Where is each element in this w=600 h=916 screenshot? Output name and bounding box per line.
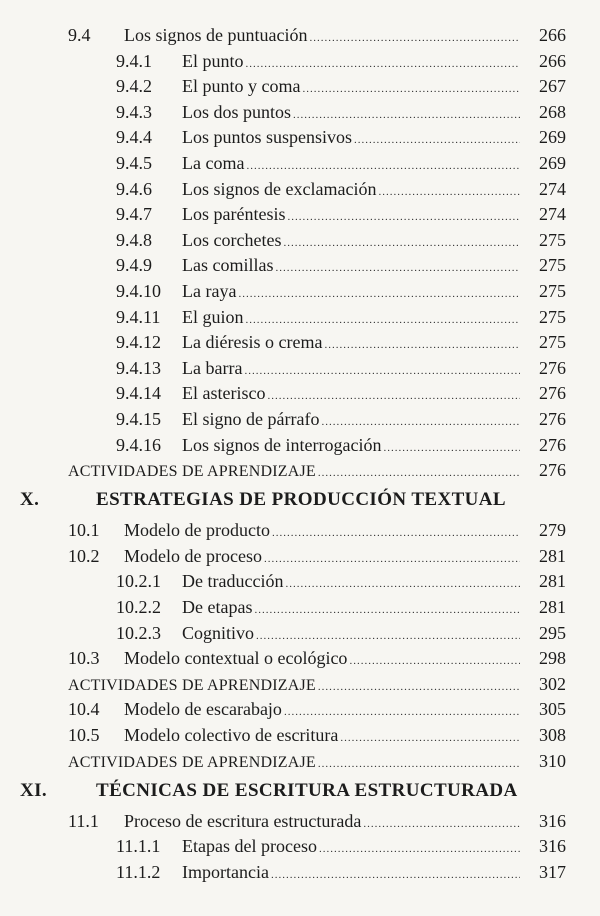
toc-entry[interactable] — [68, 545, 566, 570]
page-number: 276 — [539, 409, 566, 429]
dot-leader — [318, 462, 520, 484]
entry-title: Cognitivo — [182, 622, 255, 643]
chapter-heading — [20, 489, 566, 511]
page-number: 268 — [539, 101, 566, 122]
entry-number: 9.4.11 — [116, 306, 161, 327]
page-number: 316 — [539, 810, 566, 831]
dot-leader — [319, 838, 520, 860]
entry-title: ACTIVIDADES DE APRENDIZAJE — [68, 753, 316, 771]
entry-title: De traducción — [182, 571, 284, 592]
toc-entry[interactable] — [116, 622, 566, 647]
dot-leader — [293, 104, 520, 126]
activities-entry[interactable] — [68, 459, 566, 484]
toc-entry[interactable] — [68, 24, 566, 49]
page-number: 274 — [539, 178, 566, 199]
dot-leader — [271, 864, 520, 886]
entry-number: 9.4.8 — [116, 229, 152, 250]
toc-entry[interactable] — [116, 101, 566, 126]
toc-entry[interactable] — [116, 357, 566, 382]
entry-title: El guion — [182, 306, 244, 327]
entry-title: Importancia — [182, 861, 269, 882]
page-number: 281 — [539, 597, 566, 617]
entry-title: Los signos de exclamación — [182, 178, 377, 199]
entry-title: La barra — [182, 357, 243, 378]
page-number: 266 — [539, 25, 566, 45]
page-number: 269 — [539, 127, 566, 148]
page-number: 295 — [539, 622, 566, 643]
page-number: 308 — [539, 725, 566, 745]
entry-number: 10.5 — [68, 725, 100, 745]
entry-title: ACTIVIDADES DE APRENDIZAJE — [68, 463, 316, 481]
dot-leader — [246, 309, 521, 331]
toc-entry[interactable] — [68, 647, 566, 672]
entry-title: Proceso de escritura estructurada — [124, 810, 362, 831]
entry-title: Los signos de interrogación — [182, 434, 382, 455]
dot-leader — [302, 78, 520, 100]
entry-number: 11.1.2 — [116, 861, 161, 882]
page-number: 310 — [539, 750, 566, 771]
page-number: 267 — [539, 76, 566, 97]
page-number: 274 — [539, 204, 566, 225]
dot-leader — [267, 385, 520, 407]
chapter-title: TÉCNICAS DE ESCRITURA ESTRUCTURADA — [96, 779, 518, 801]
entry-title: La diéresis o crema — [182, 332, 323, 353]
page-number: 269 — [539, 153, 566, 173]
entry-title: El punto y coma — [182, 76, 301, 97]
dot-leader — [254, 599, 520, 621]
page-number: 275 — [539, 229, 566, 250]
chapter-number: X. — [20, 489, 40, 511]
toc-entry[interactable] — [116, 331, 566, 356]
entry-title: Los paréntesis — [182, 204, 286, 225]
entry-title: La coma — [182, 153, 245, 173]
page-number: 298 — [539, 648, 566, 669]
entry-title: Modelo colectivo de escritura — [124, 725, 339, 745]
page-number: 266 — [539, 50, 566, 71]
page-number: 275 — [539, 281, 566, 301]
page-number: 281 — [539, 571, 566, 592]
entry-title: El asterisco — [182, 383, 266, 404]
dot-leader — [246, 53, 521, 75]
entry-number: 10.2.3 — [116, 622, 161, 643]
entry-number: 10.2 — [68, 545, 100, 566]
entry-number: 9.4.12 — [116, 332, 161, 353]
page-number: 276 — [539, 383, 566, 404]
entry-number: 9.4.2 — [116, 76, 152, 97]
toc-entry[interactable] — [116, 408, 566, 433]
entry-title: Las comillas — [182, 255, 274, 276]
entry-number: 10.2.1 — [116, 571, 161, 592]
dot-leader — [283, 232, 520, 254]
dot-leader — [354, 129, 520, 151]
page-number: 275 — [539, 306, 566, 327]
entry-number: 10.4 — [68, 699, 100, 720]
toc-entry[interactable] — [68, 810, 566, 835]
entry-title: La raya — [182, 281, 237, 301]
dot-leader — [318, 676, 520, 698]
toc-entry[interactable] — [116, 50, 566, 75]
dot-leader — [238, 283, 520, 305]
chapter-number: XI. — [20, 779, 48, 801]
entry-title: ACTIVIDADES DE APRENDIZAJE — [68, 676, 316, 694]
dot-leader — [256, 625, 520, 647]
dot-leader — [275, 257, 520, 279]
dot-leader — [309, 27, 520, 49]
entry-number: 9.4.6 — [116, 178, 152, 199]
toc-entry[interactable] — [116, 203, 566, 228]
toc-entry[interactable] — [68, 724, 566, 749]
page-number: 276 — [539, 460, 566, 481]
dot-leader — [287, 206, 520, 228]
chapter-title: ESTRATEGIAS DE PRODUCCIÓN TEXTUAL — [96, 489, 506, 511]
entry-number: 9.4.15 — [116, 409, 161, 429]
entry-number: 9.4 — [68, 25, 91, 45]
toc-entry[interactable] — [116, 229, 566, 254]
activities-entry[interactable] — [68, 673, 566, 698]
toc-entry[interactable] — [116, 570, 566, 595]
toc-entry[interactable] — [116, 306, 566, 331]
entry-number: 9.4.16 — [116, 434, 161, 455]
page-number: 302 — [539, 673, 566, 694]
entry-number: 9.4.7 — [116, 204, 152, 225]
dot-leader — [349, 650, 520, 672]
toc-entry[interactable] — [68, 519, 566, 544]
toc-entry[interactable] — [116, 254, 566, 279]
toc-entry[interactable] — [116, 382, 566, 407]
dot-leader — [318, 753, 520, 775]
toc-entry[interactable] — [68, 698, 566, 723]
entry-number: 11.1 — [68, 810, 99, 831]
dot-leader — [272, 522, 520, 544]
entry-number: 9.4.5 — [116, 153, 152, 173]
dot-leader — [378, 181, 520, 203]
entry-number: 9.4.14 — [116, 383, 161, 404]
activities-entry[interactable] — [68, 750, 566, 775]
toc-entry[interactable] — [116, 152, 566, 177]
entry-title: El punto — [182, 50, 244, 71]
entry-title: Los signos de puntuación — [124, 25, 308, 45]
page-number: 317 — [539, 861, 566, 882]
page-number: 276 — [539, 434, 566, 455]
entry-number: 9.4.4 — [116, 127, 152, 148]
dot-leader — [284, 701, 520, 723]
toc-entry[interactable] — [116, 596, 566, 621]
entry-title: Los dos puntos — [182, 101, 292, 122]
page-number: 281 — [539, 545, 566, 566]
dot-leader — [383, 437, 520, 459]
entry-title: Los puntos suspensivos — [182, 127, 353, 148]
entry-title: Modelo de producto — [124, 520, 270, 541]
dot-leader — [324, 334, 520, 356]
entry-number: 9.4.13 — [116, 357, 161, 378]
page-number: 276 — [539, 357, 566, 378]
dot-leader — [246, 155, 520, 177]
entry-number: 9.4.10 — [116, 281, 161, 301]
entry-title: Los corchetes — [182, 229, 282, 250]
dot-leader — [285, 573, 520, 595]
entry-number: 9.4.1 — [116, 50, 152, 71]
dot-leader — [340, 727, 520, 749]
chapter-heading — [20, 780, 566, 802]
toc-entry[interactable] — [116, 434, 566, 459]
toc-entry[interactable] — [116, 861, 566, 886]
entry-title: De etapas — [182, 597, 253, 617]
entry-number: 9.4.3 — [116, 101, 152, 122]
page-number: 275 — [539, 332, 566, 353]
entry-title: Modelo de proceso — [124, 545, 262, 566]
toc-entry[interactable] — [116, 126, 566, 151]
page-number: 279 — [539, 520, 566, 541]
entry-number: 9.4.9 — [116, 255, 152, 276]
toc-entry[interactable] — [116, 835, 566, 860]
entry-number: 10.3 — [68, 648, 100, 669]
entry-number: 10.1 — [68, 520, 100, 541]
dot-leader — [244, 360, 520, 382]
toc-entry[interactable] — [116, 280, 566, 305]
entry-title: El signo de párrafo — [182, 409, 320, 429]
dot-leader — [363, 813, 520, 835]
entry-number: 10.2.2 — [116, 597, 161, 617]
page-number: 275 — [539, 255, 566, 276]
dot-leader — [264, 548, 520, 570]
entry-title: Modelo contextual o ecológico — [124, 648, 348, 669]
page-number: 316 — [539, 836, 566, 857]
toc-entry[interactable] — [116, 178, 566, 203]
dot-leader — [321, 411, 520, 433]
entry-number: 11.1.1 — [116, 836, 161, 857]
page-number: 305 — [539, 699, 566, 720]
entry-title: Modelo de escarabajo — [124, 699, 282, 720]
entry-title: Etapas del proceso — [182, 836, 317, 857]
toc-entry[interactable] — [116, 75, 566, 100]
